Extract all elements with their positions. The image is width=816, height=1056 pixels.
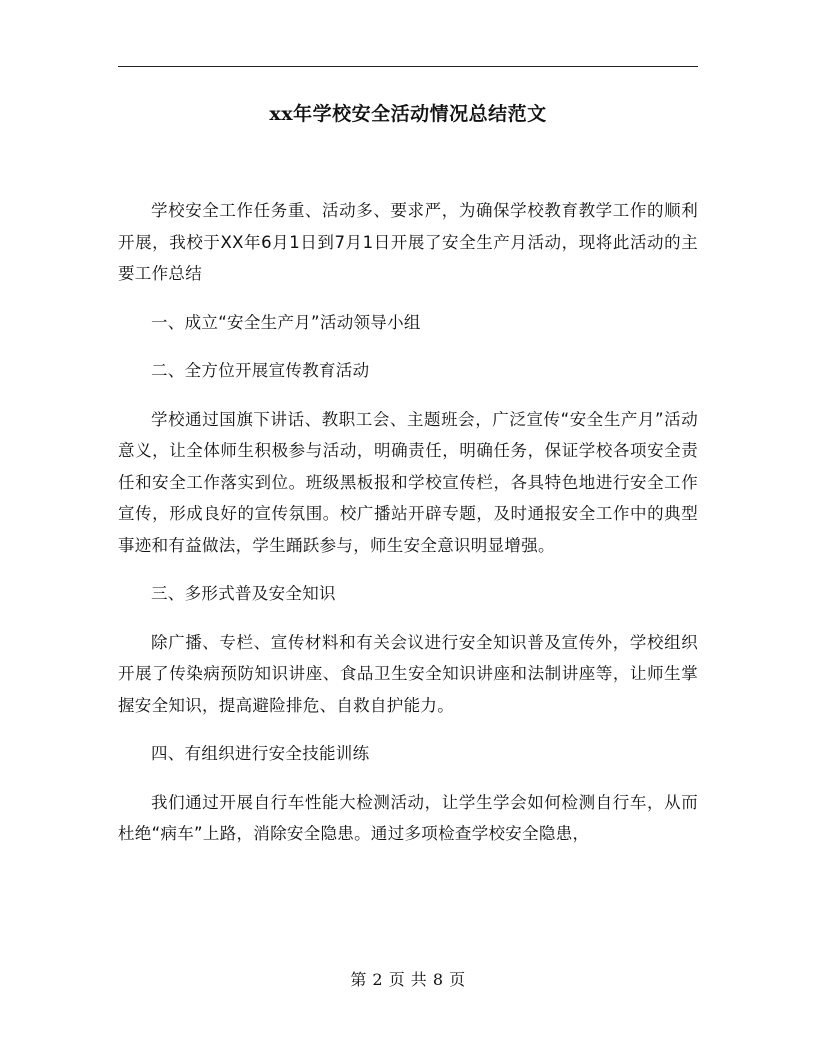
paragraph-training: 我们通过开展自行车性能大检测活动，让学生学会如何检测自行车，从而杜绝“病车”上路，消除安全隐患。通过多项检查学校安全隐患， [118,792,698,843]
document-body [118,195,698,850]
paragraph-intro: 学校安全工作任务重、活动多、要求严，为确保学校教育教学工作的顺利开展，我校于XX年6月1日到7月1日开展了安全生产月活动，现将此活动的主要工作总结 [118,201,698,283]
section-heading-3: 三、多形式普及安全知识 [151,584,336,603]
paragraph-knowledge: 除广播、专栏、宣传材料和有关会议进行安全知识普及宣传外，学校组织开展了传染病预防知识讲座、食品卫生安全知识讲座和法制讲座等，让师生掌握安全知识，提高避险排危、自救自护能力。 [118,632,698,715]
section-heading-1: 一、成立“安全生产月”活动领导小组 [151,312,421,332]
page-number-footer: 第 2 页 共 8 页 [350,970,466,989]
paragraph-publicity: 学校通过国旗下讲话、教职工会、主题班会，广泛宣传“安全生产月”活动意义，让全体师生积极参与活动，明确责任，明确任务，保证学校各项安全责任和安全工作落实到位。班级黑板报和学校宣传栏，各具特色地进行安全工作宣传，形成良好的宣传氛围。校广播站开辟专题，及时通报安全工作中的典型事迹和有益做法，学生踊跃参与，师生安全意识明显增强。 [118,409,698,555]
section-heading-2: 二、全方位开展宣传教育活动 [151,361,370,380]
header-rule [118,66,698,67]
section-heading-4: 四、有组织进行安全技能训练 [151,744,370,763]
document-title: xx年学校安全活动情况总结范文 [269,103,547,125]
